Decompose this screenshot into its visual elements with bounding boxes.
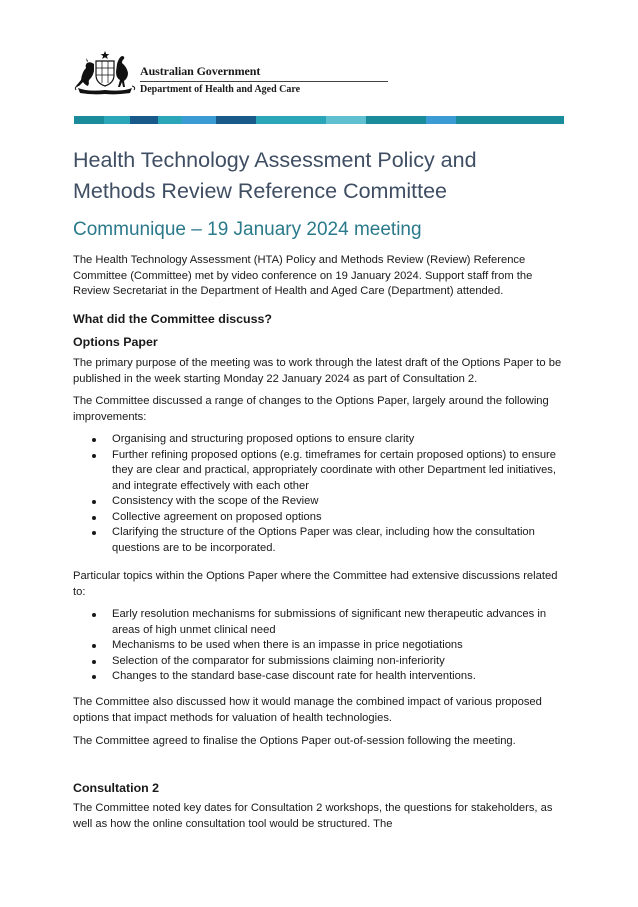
color-bar-segment xyxy=(426,116,456,124)
options-paragraph-4 xyxy=(73,734,568,750)
list-item: Consistency with the scope of the Review xyxy=(90,494,568,510)
list-item: Collective agreement on proposed options xyxy=(90,510,568,526)
section-heading-consultation: Consultation 2 xyxy=(73,781,160,795)
color-bar-segment xyxy=(456,116,564,124)
page-title: Health Technology Assessment Policy and Methods Review Reference Committee xyxy=(73,148,477,203)
section-heading-discuss: What did the Committee discuss? xyxy=(73,312,272,326)
topics-intro-text: Particular topics within the Options Paper where the Committee had extensive discussions related to: xyxy=(73,570,558,598)
intro-paragraph xyxy=(73,253,568,300)
department-name: Department of Health and Aged Care xyxy=(140,84,301,95)
color-bar-segment xyxy=(216,116,256,124)
options-text-2: The Committee discussed a range of changes to the Options Paper, largely around the following improvements: xyxy=(73,395,549,423)
color-bar-segment xyxy=(256,116,326,124)
intro-text: The Health Technology Assessment (HTA) Policy and Methods Review (Review) Reference Committee (Committee) met by video conference on 19 January 2024. Support staff from the Review Secretariat in the Department of Health and Aged Care (Department) attended. xyxy=(73,254,533,297)
color-bar-segment xyxy=(104,116,130,124)
options-paragraph-3 xyxy=(73,695,568,726)
list-item: Early resolution mechanisms for submissions of significant new therapeutic advances in areas of high unmet clinical need xyxy=(90,607,568,638)
header-divider xyxy=(140,81,388,82)
government-name: Australian Government xyxy=(140,64,261,78)
color-bar-segment xyxy=(326,116,366,124)
list-item: Further refining proposed options (e.g. timeframes for certain proposed options) to ensure they are clear and practical, appropriately coordinate with other Department led initiatives, and integrate effectively with each other xyxy=(90,448,568,495)
brand-color-bar xyxy=(74,116,564,124)
consultation-paragraph-1 xyxy=(73,801,568,832)
options-text-4: The Committee agreed to finalise the Options Paper out-of-session following the meeting. xyxy=(73,735,516,747)
list-item: Selection of the comparator for submissions claiming non-inferiority xyxy=(90,654,568,670)
improvements-list xyxy=(90,432,568,556)
list-item: Changes to the standard base-case discount rate for health interventions. xyxy=(90,669,568,685)
section-heading-options-paper: Options Paper xyxy=(73,335,158,349)
color-bar-segment xyxy=(366,116,426,124)
options-text-1: The primary purpose of the meeting was to work through the latest draft of the Options Paper to be published in the week starting Monday 22 January 2024 as part of Consultation 2. xyxy=(73,357,562,385)
government-header xyxy=(72,50,332,100)
color-bar-segment xyxy=(74,116,104,124)
options-paragraph-2 xyxy=(73,394,568,425)
list-item: Mechanisms to be used when there is an impasse in price negotiations xyxy=(90,638,568,654)
topics-list xyxy=(90,607,568,685)
list-item: Organising and structuring proposed options to ensure clarity xyxy=(90,432,568,448)
coat-of-arms-icon xyxy=(72,50,138,96)
topics-intro-paragraph xyxy=(73,569,568,600)
color-bar-segment xyxy=(130,116,158,124)
options-paragraph-1 xyxy=(73,356,568,387)
color-bar-segment xyxy=(158,116,182,124)
color-bar-segment xyxy=(182,116,216,124)
list-item: Clarifying the structure of the Options Paper was clear, including how the consultation questions are to be incorporated. xyxy=(90,525,568,556)
options-text-3: The Committee also discussed how it would manage the combined impact of various proposed options that impact methods for valuation of health technologies. xyxy=(73,696,542,724)
consultation-text-1: The Committee noted key dates for Consultation 2 workshops, the questions for stakeholders, as well as how the online consultation tool would be structured. The xyxy=(73,802,553,830)
page-subtitle: Communique – 19 January 2024 meeting xyxy=(73,219,422,240)
